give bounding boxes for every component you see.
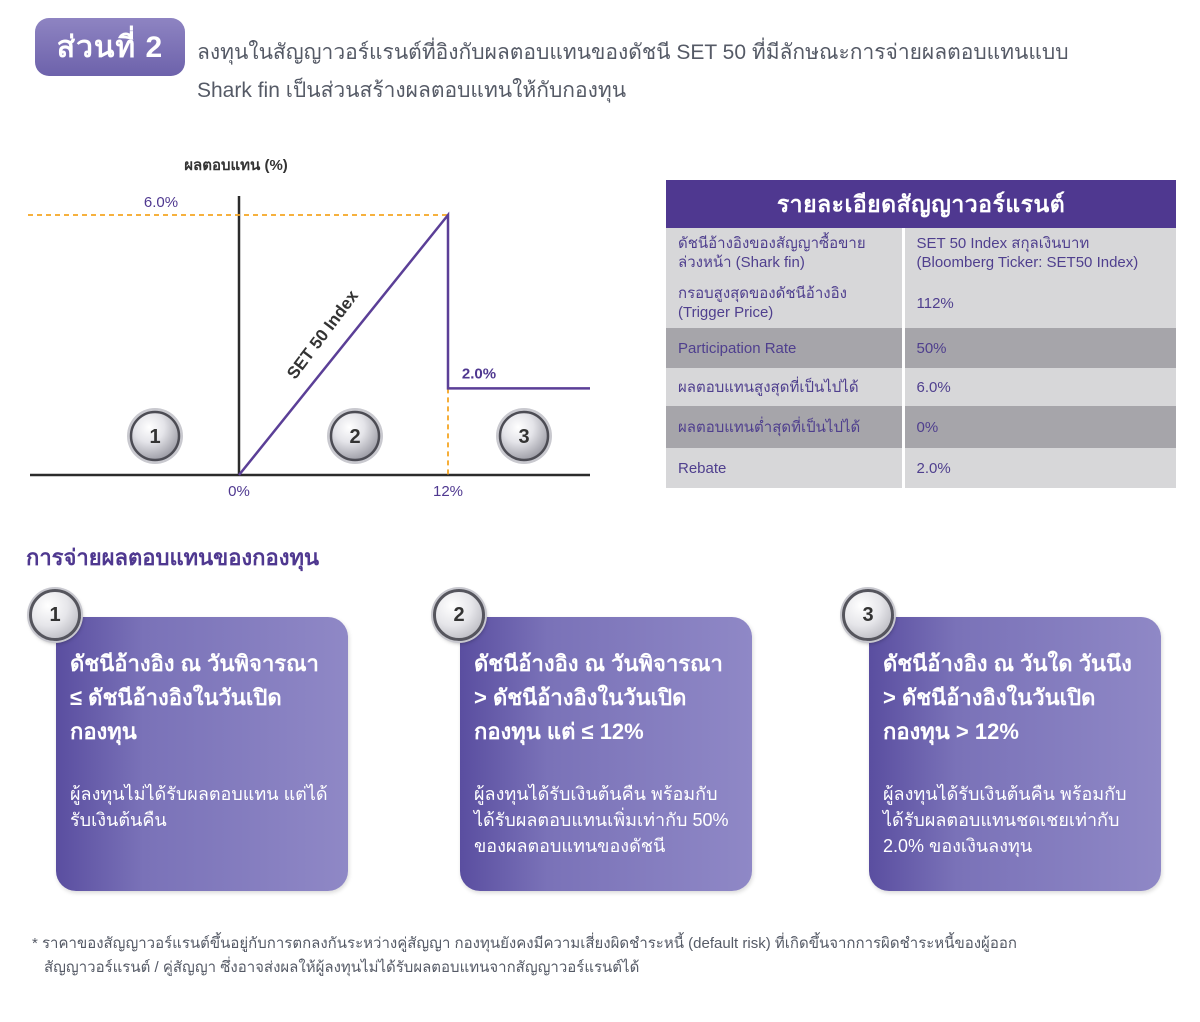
table-row-label: Rebate	[666, 448, 903, 488]
section-label: ส่วนที่ 2	[56, 30, 164, 64]
y-axis-label: ผลตอบแทน (%)	[184, 157, 288, 174]
table-row	[666, 228, 1176, 278]
footnote-line-2: สัญญาวอร์แรนต์ / คู่สัญญา ซึ่งอาจส่งผลให้ผู้ลงทุนไม่ได้รับผลตอบแทนจากสัญญาวอร์แรนต์ได้	[44, 959, 640, 976]
payoff-card-1	[56, 617, 348, 891]
table-title: รายละเอียดสัญญาวอร์แรนต์	[666, 180, 1176, 228]
card-description: ผู้ลงทุนไม่ได้รับผลตอบแทน แต่ได้รับเงินต้นคืน	[70, 784, 328, 830]
table-row	[666, 406, 1176, 448]
card-description: ผู้ลงทุนได้รับเงินต้นคืน พร้อมกับได้รับผลตอบแทนเพิ่มเท่ากับ 50% ของผลตอบแทนของดัชนี	[474, 784, 729, 856]
table-row	[666, 328, 1176, 368]
table-row	[666, 368, 1176, 406]
label-6pct: 6.0%	[143, 194, 179, 211]
header-line-2: Shark fin เป็นส่วนสร้างผลตอบแทนให้กับกองทุน	[197, 79, 627, 102]
table-row-value: 50%	[903, 328, 1176, 368]
card-condition: ดัชนีอ้างอิง ณ วันใด วันนึง > ดัชนีอ้างอิงในวันเปิดกองทุน > 12%	[883, 651, 1132, 744]
table-row	[666, 278, 1176, 328]
table-row-label: ผลตอบแทนต่ำสุดที่เป็นไปได้	[666, 406, 903, 448]
card-badge-1: 1	[29, 589, 81, 641]
card-condition: ดัชนีอ้างอิง ณ วันพิจารณา > ดัชนีอ้างอิงในวันเปิดกองทุน แต่ ≤ 12%	[474, 651, 723, 744]
table-row-value: 112%	[903, 278, 1176, 328]
payoff-section-title: การจ่ายผลตอบแทนของกองทุน	[26, 545, 319, 570]
svg-text:2: 2	[349, 426, 361, 448]
label-2pct: 2.0%	[461, 365, 497, 383]
table-row-label: ดัชนีอ้างอิงของสัญญาซื้อขายล่วงหน้า (Shark fin)	[666, 228, 903, 278]
payoff-card-3	[869, 617, 1161, 891]
table-row-value: SET 50 Index สกุลเงินบาท (Bloomberg Ticker: SET50 Index)	[903, 228, 1176, 278]
header-line-1: ลงทุนในสัญญาวอร์แรนต์ที่อิงกับผลตอบแทนของดัชนี SET 50 ที่มีลักษณะการจ่ายผลตอบแทนแบบ	[197, 41, 1069, 64]
table-row-label: กรอบสูงสุดของดัชนีอ้างอิง (Trigger Price)	[666, 278, 903, 328]
payoff-chart	[0, 140, 620, 510]
footnote	[32, 932, 1182, 980]
zone-badge-2	[327, 408, 383, 464]
label-12pct: 12%	[432, 483, 464, 500]
table-row-label: ผลตอบแทนสูงสุดที่เป็นไปได้	[666, 368, 903, 406]
svg-text:3: 3	[518, 426, 530, 448]
table-row	[666, 448, 1176, 488]
svg-text:1: 1	[149, 426, 161, 448]
table-row-value: 2.0%	[903, 448, 1176, 488]
payoff-card-2	[460, 617, 752, 891]
table-row-label: Participation Rate	[666, 328, 903, 368]
set50-line-label: SET 50 Index	[283, 286, 363, 383]
zone-badge-3	[496, 408, 552, 464]
card-condition: ดัชนีอ้างอิง ณ วันพิจารณา ≤ ดัชนีอ้างอิงในวันเปิดกองทุน	[70, 651, 319, 744]
card-description: ผู้ลงทุนได้รับเงินต้นคืน พร้อมกับได้รับผลตอบแทนชดเชยเท่ากับ 2.0% ของเงินลงทุน	[883, 784, 1127, 856]
footnote-line-1: * ราคาของสัญญาวอร์แรนต์ขึ้นอยู่กับการตกลงกันระหว่างคู่สัญญา กองทุนยังคงมีความเสี่ยงผิดชำระหนี้ (default risk) ที่เกิดขึ้นจากการผิดชำระหนี้ของผู้ออก	[32, 935, 1017, 952]
warrant-details-table	[666, 180, 1176, 488]
header-description	[197, 34, 1187, 110]
card-badge-2: 2	[433, 589, 485, 641]
label-0pct: 0%	[228, 483, 250, 500]
table-row-value: 6.0%	[903, 368, 1176, 406]
section-badge	[35, 18, 185, 76]
table-row-value: 0%	[903, 406, 1176, 448]
card-badge-3: 3	[842, 589, 894, 641]
zone-badge-1	[127, 408, 183, 464]
